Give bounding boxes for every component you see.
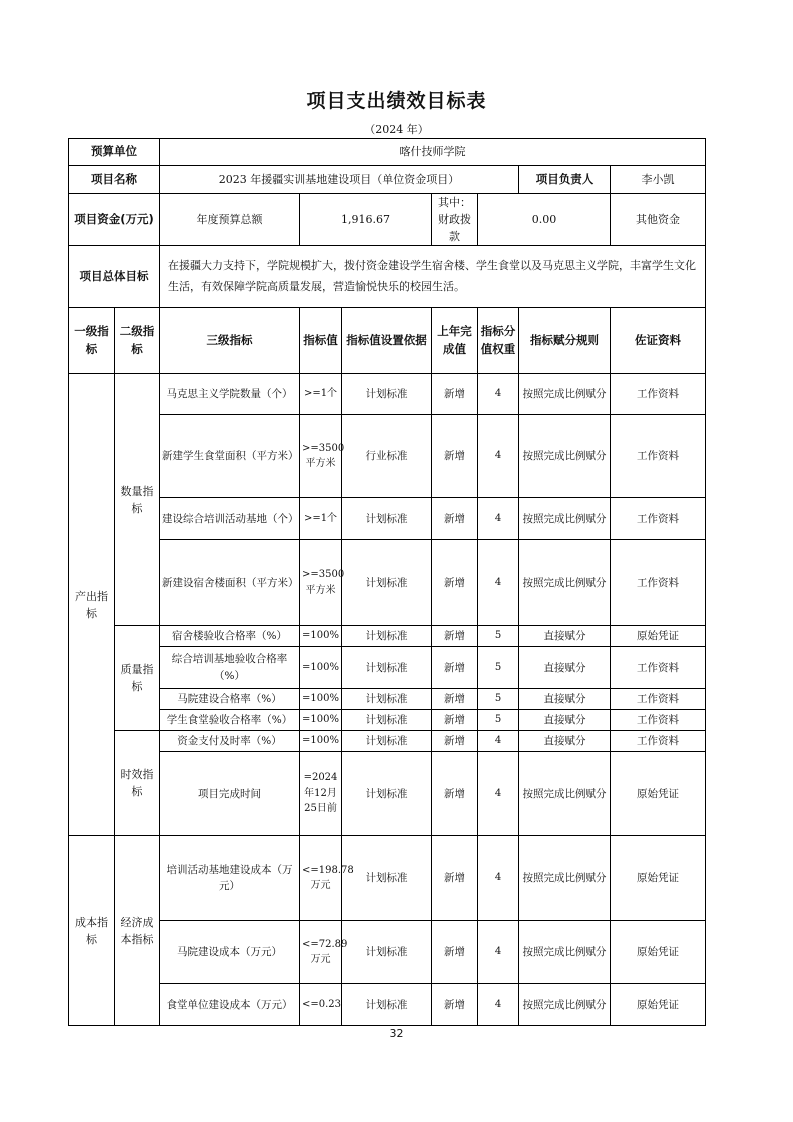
- cell-evidence: 工作资料: [611, 498, 706, 540]
- funding-row: [69, 194, 706, 246]
- page-number: 32: [389, 1027, 404, 1040]
- cell-evidence: 原始凭证: [611, 626, 706, 647]
- cell-rule: 直接赋分: [519, 710, 611, 731]
- fiscal-value: 0.00: [478, 194, 611, 246]
- cell-basis: 计划标准: [342, 731, 432, 752]
- cell-basis: 计划标准: [342, 498, 432, 540]
- cell-rule: 按照完成比例赋分: [519, 498, 611, 540]
- cell-value: >=1个: [300, 374, 342, 415]
- cell-evidence: 工作资料: [611, 689, 706, 710]
- cell-third: 资金支付及时率（%）: [160, 731, 300, 752]
- cell-rule: 按照完成比例赋分: [519, 984, 611, 1026]
- header-level2: 二级指标: [115, 308, 160, 374]
- overall-goal-row: [69, 246, 706, 308]
- cell-evidence: 原始凭证: [611, 836, 706, 921]
- cell-evidence: 工作资料: [611, 731, 706, 752]
- cell-prev: 新增: [432, 984, 478, 1026]
- budget-unit-label: 预算单位: [69, 139, 160, 166]
- cell-value: >=3500平方米: [300, 540, 342, 626]
- cell-rule: 直接赋分: [519, 731, 611, 752]
- cell-third: 项目完成时间: [160, 752, 300, 836]
- table-row: [69, 689, 706, 710]
- group-timeliness: 时效指标: [115, 731, 160, 836]
- cell-evidence: 工作资料: [611, 415, 706, 498]
- cell-value: <=0.23: [300, 984, 342, 1026]
- cell-basis: 计划标准: [342, 540, 432, 626]
- other-funding-label: 其他资金: [611, 194, 706, 246]
- cell-prev: 新增: [432, 626, 478, 647]
- cell-rule: 按照完成比例赋分: [519, 540, 611, 626]
- cell-weight: 4: [478, 540, 519, 626]
- cell-value: =100%: [300, 710, 342, 731]
- cell-basis: 计划标准: [342, 647, 432, 689]
- cell-basis: 计划标准: [342, 626, 432, 647]
- group-cost: 成本指标: [69, 836, 115, 1026]
- cell-weight: 4: [478, 752, 519, 836]
- cell-value: =100%: [300, 689, 342, 710]
- cell-value: <=198.78万元: [300, 836, 342, 921]
- cell-weight: 5: [478, 647, 519, 689]
- table-row: [69, 626, 706, 647]
- group-quantity: 数量指标: [115, 374, 160, 626]
- cell-prev: 新增: [432, 710, 478, 731]
- cell-weight: 5: [478, 710, 519, 731]
- cell-evidence: 工作资料: [611, 374, 706, 415]
- header-level1: 一级指标: [69, 308, 115, 374]
- cell-third: 新建学生食堂面积（平方米）: [160, 415, 300, 498]
- cell-third: 学生食堂验收合格率（%）: [160, 710, 300, 731]
- cell-weight: 4: [478, 498, 519, 540]
- funding-label: 项目资金(万元): [69, 194, 160, 246]
- cell-prev: 新增: [432, 647, 478, 689]
- cell-prev: 新增: [432, 836, 478, 921]
- table-row: [69, 498, 706, 540]
- cell-value: =2024年12月25日前: [300, 752, 342, 836]
- cell-weight: 4: [478, 374, 519, 415]
- header-prev-value: 上年完成值: [432, 308, 478, 374]
- cell-basis: 计划标准: [342, 921, 432, 984]
- cell-prev: 新增: [432, 731, 478, 752]
- cell-value: =100%: [300, 647, 342, 689]
- table-row: [69, 415, 706, 498]
- cell-basis: 计划标准: [342, 984, 432, 1026]
- table-row: [69, 836, 706, 921]
- project-name-label: 项目名称: [69, 166, 160, 194]
- cell-basis: 计划标准: [342, 374, 432, 415]
- cell-value: =100%: [300, 626, 342, 647]
- cell-rule: 按照完成比例赋分: [519, 374, 611, 415]
- project-leader-value: 李小凯: [611, 166, 706, 194]
- cell-third: 宿舍楼验收合格率（%）: [160, 626, 300, 647]
- table-row: [69, 752, 706, 836]
- cell-prev: 新增: [432, 374, 478, 415]
- cell-rule: 按照完成比例赋分: [519, 921, 611, 984]
- project-name-value: 2023 年援疆实训基地建设项目（单位资金项目）: [160, 166, 519, 194]
- cell-rule: 直接赋分: [519, 689, 611, 710]
- cell-rule: 按照完成比例赋分: [519, 752, 611, 836]
- budget-unit-value: 喀什技师学院: [160, 139, 706, 166]
- cell-rule: 直接赋分: [519, 626, 611, 647]
- cell-third: 马院建设成本（万元）: [160, 921, 300, 984]
- cell-rule: 按照完成比例赋分: [519, 836, 611, 921]
- cell-prev: 新增: [432, 921, 478, 984]
- cell-evidence: 原始凭证: [611, 984, 706, 1026]
- cell-value: <=72.89万元: [300, 921, 342, 984]
- cell-third: 新建设宿舍楼面积（平方米）: [160, 540, 300, 626]
- cell-rule: 按照完成比例赋分: [519, 415, 611, 498]
- overall-goal-label: 项目总体目标: [69, 246, 160, 308]
- header-level3: 三级指标: [160, 308, 300, 374]
- cell-weight: 4: [478, 921, 519, 984]
- table-row: [69, 374, 706, 415]
- cell-evidence: 工作资料: [611, 710, 706, 731]
- indicator-header-row: [69, 308, 706, 374]
- annual-budget-label: 年度预算总额: [160, 194, 300, 246]
- budget-unit-row: [69, 139, 706, 166]
- cell-prev: 新增: [432, 540, 478, 626]
- project-name-row: [69, 166, 706, 194]
- cell-evidence: 工作资料: [611, 540, 706, 626]
- cell-weight: 4: [478, 731, 519, 752]
- page-title: 项目支出绩效目标表: [306, 90, 487, 112]
- group-quality: 质量指标: [115, 626, 160, 731]
- cell-weight: 5: [478, 626, 519, 647]
- cell-rule: 直接赋分: [519, 647, 611, 689]
- cell-third: 建设综合培训活动基地（个）: [160, 498, 300, 540]
- cell-weight: 4: [478, 415, 519, 498]
- cell-basis: 计划标准: [342, 710, 432, 731]
- cell-weight: 4: [478, 836, 519, 921]
- header-rule: 指标赋分规则: [519, 308, 611, 374]
- table-row: [69, 647, 706, 689]
- cell-weight: 4: [478, 984, 519, 1026]
- table-row: [69, 540, 706, 626]
- cell-evidence: 工作资料: [611, 647, 706, 689]
- cell-weight: 5: [478, 689, 519, 710]
- header-evidence: 佐证资料: [611, 308, 706, 374]
- table-row: [69, 984, 706, 1026]
- cell-prev: 新增: [432, 689, 478, 710]
- fiscal-label: 其中：财政拨款: [432, 194, 478, 246]
- cell-prev: 新增: [432, 752, 478, 836]
- header-weight: 指标分值权重: [478, 308, 519, 374]
- group-economic: 经济成本指标: [115, 836, 160, 1026]
- header-basis: 指标值设置依据: [342, 308, 432, 374]
- cell-value: >=3500平方米: [300, 415, 342, 498]
- cell-third: 食堂单位建设成本（万元）: [160, 984, 300, 1026]
- cell-prev: 新增: [432, 415, 478, 498]
- cell-third: 马院建设合格率（%）: [160, 689, 300, 710]
- year-label: （2024 年）: [364, 123, 429, 136]
- table-row: [69, 710, 706, 731]
- group-output: 产出指标: [69, 374, 115, 836]
- cell-basis: 计划标准: [342, 752, 432, 836]
- cell-third: 综合培训基地验收合格率（%）: [160, 647, 300, 689]
- project-leader-label: 项目负责人: [519, 166, 611, 194]
- header-indicator-value: 指标值: [300, 308, 342, 374]
- cell-value: =100%: [300, 731, 342, 752]
- table-row: [69, 731, 706, 752]
- table-row: [69, 921, 706, 984]
- cell-basis: 行业标准: [342, 415, 432, 498]
- cell-evidence: 原始凭证: [611, 921, 706, 984]
- cell-evidence: 原始凭证: [611, 752, 706, 836]
- cell-basis: 计划标准: [342, 836, 432, 921]
- cell-third: 培训活动基地建设成本（万元）: [160, 836, 300, 921]
- overall-goal-text: 在援疆大力支持下，学院规模扩大，拨付资金建设学生宿舍楼、学生食堂以及马克思主义学院，丰富学生文化生活，有效保障学院高质量发展，营造愉悦快乐的校园生活。: [160, 246, 706, 308]
- performance-target-table: [68, 138, 706, 1026]
- cell-prev: 新增: [432, 498, 478, 540]
- cell-third: 马克思主义学院数量（个）: [160, 374, 300, 415]
- cell-basis: 计划标准: [342, 689, 432, 710]
- annual-budget-value: 1,916.67: [300, 194, 432, 246]
- cell-value: >=1个: [300, 498, 342, 540]
